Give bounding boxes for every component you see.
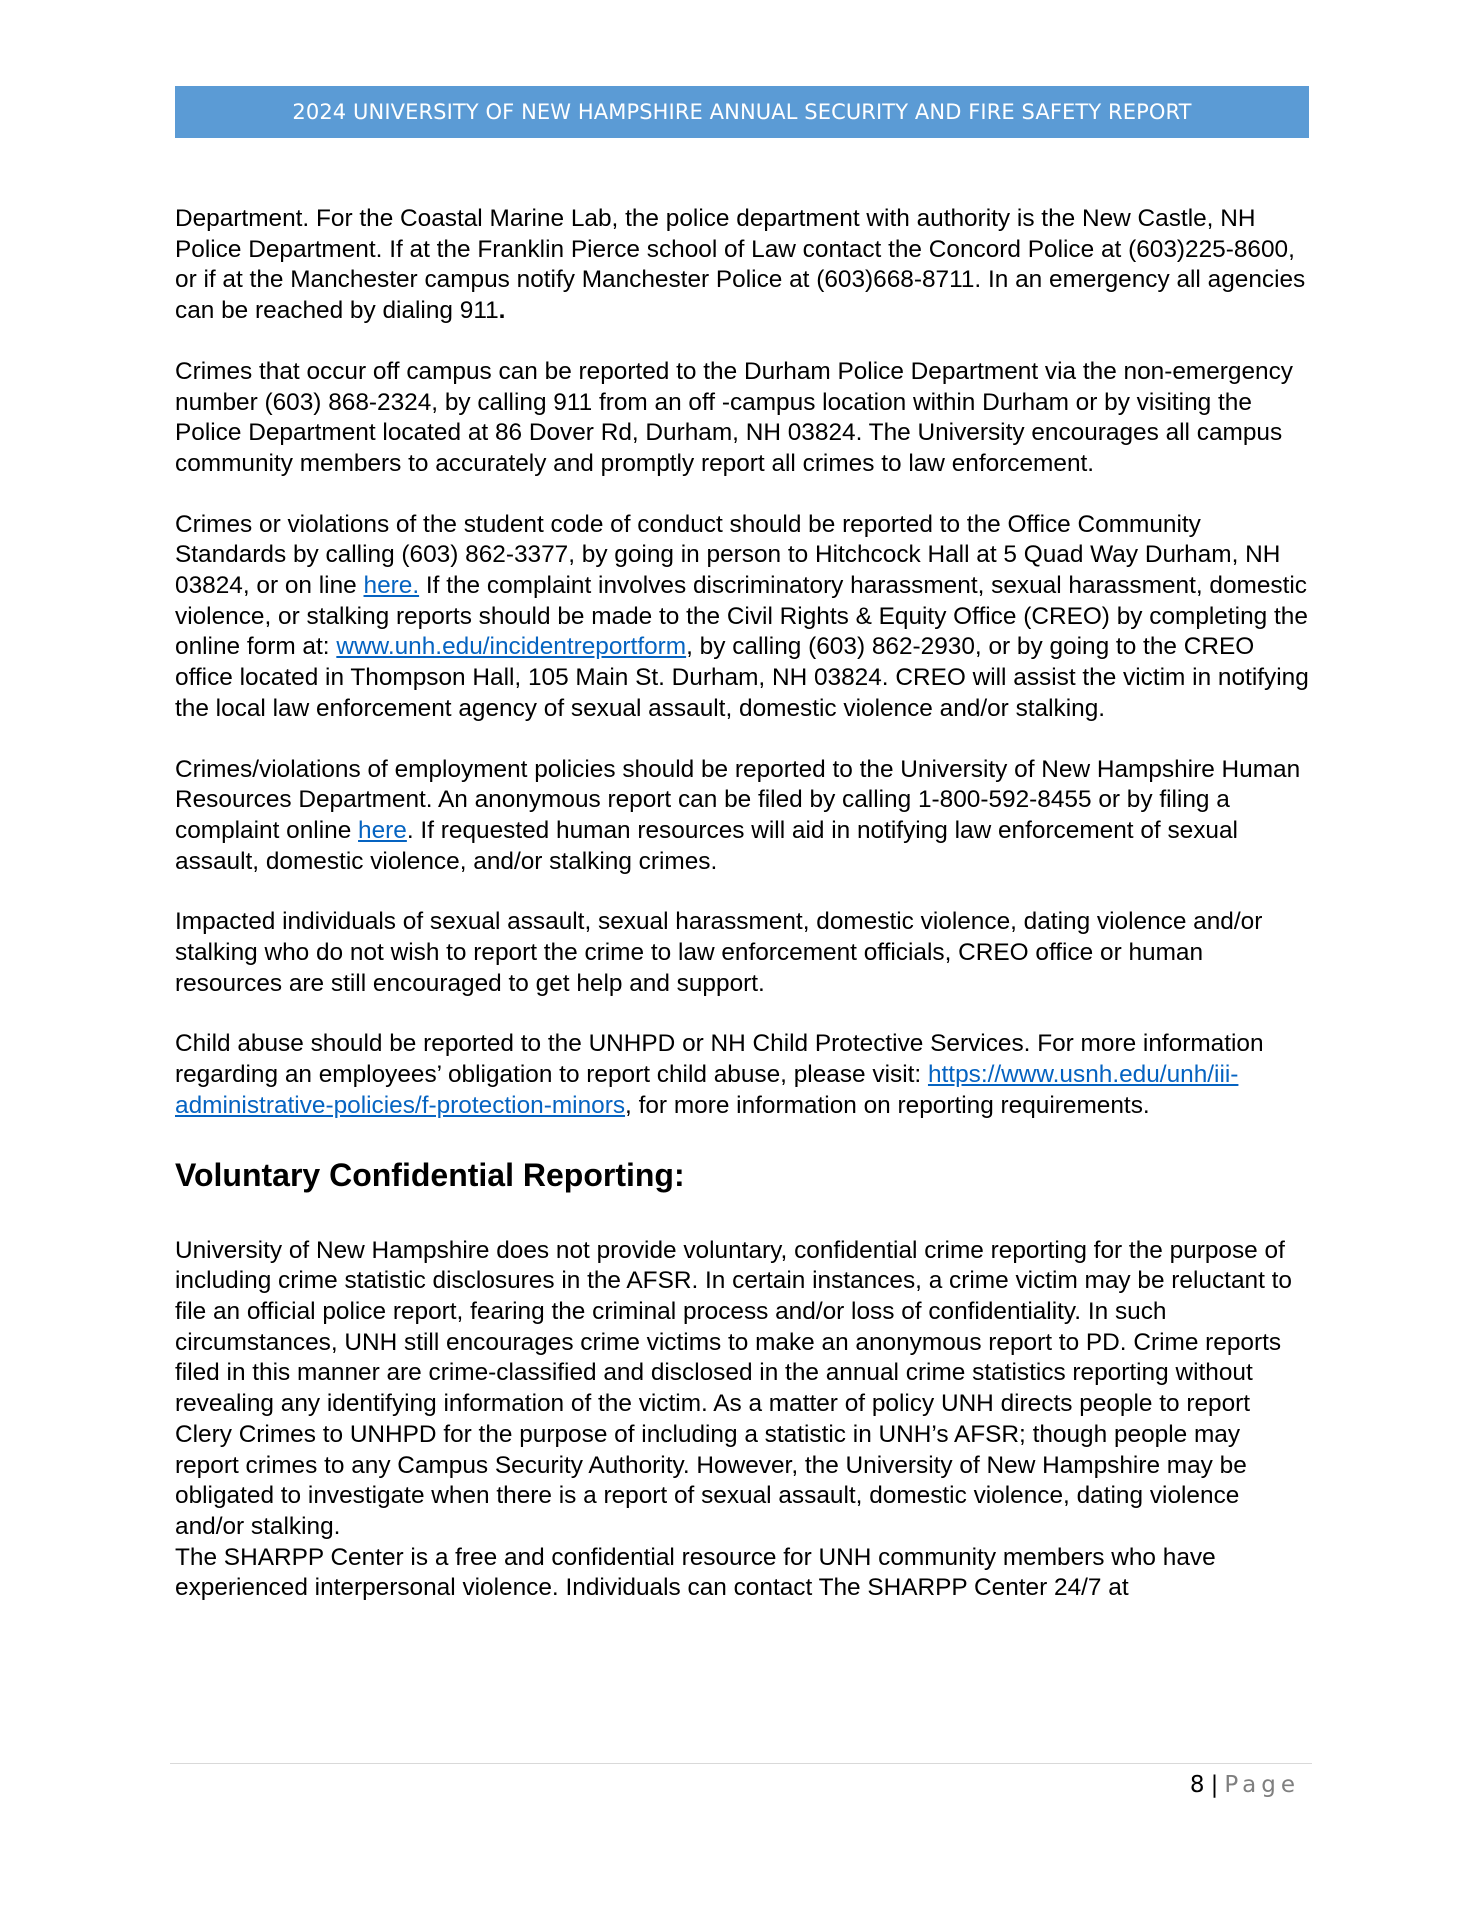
section-heading-voluntary-confidential-reporting: Voluntary Confidential Reporting: <box>175 1156 685 1193</box>
paragraph-confidential-reporting: University of New Hampshire does not provide voluntary, confidential crime reporting for the purpose of including crime statistic disclosures in the AFSR. In certain instances, a crime victim may be reluctant to file an official police report, fearing the criminal process and/or loss of confidentiality. In such circumstances, UNH still encourages crime victims to make an anonymous report to PD. Crime reports filed in this manner are crime-classified and disclosed in the annual crime statistics reporting without revealing any identifying information of the victim. As a matter of policy UNH directs people to report Clery Crimes to UNHPD for the purpose of including a statistic in UNH’s AFSR; though people may report crimes to any Campus Security Authority. However, the University of New Hampshire may be obligated to investigate when there is a report of sexual assault, domestic violence, dating violence and/or stalking. <box>175 1236 1292 1540</box>
paragraph-local-police-text: Department. For the Coastal Marine Lab, the police department with authority is the New Castle, NH Police Department. If at the Franklin Pierce school of Law contact the Concord Police at (603)225-8600, or if at the Manchester campus notify Manchester Police at (603)668-8711. In an emergency all agencies can be reached by dialing 911 <box>175 205 1306 325</box>
report-title: 2024 UNIVERSITY OF NEW HAMPSHIRE ANNUAL SECURITY AND FIRE SAFETY REPORT <box>292 100 1192 124</box>
paragraph-local-police <box>175 204 1309 327</box>
student-conduct-text-middle: If the complaint involves discriminatory harassment, sexual harassment, domestic violence, or stalking reports should be made to the Civil Rights & Equity Office (CREO) by completing the online form at: <box>175 572 1308 661</box>
incident-report-form-link[interactable]: www.unh.edu/incidentreportform <box>336 633 687 661</box>
employment-policies-text-end: . If requested human resources will aid in notifying law enforcement of sexual assault, domestic violence, and/or stalking crimes. <box>175 816 1238 875</box>
hr-complaint-here-link[interactable]: here <box>358 816 407 844</box>
community-standards-here-link[interactable]: here. <box>363 572 420 600</box>
paragraph-employment-policies <box>175 755 1309 878</box>
paragraph-sharpp-center: The SHARPP Center is a free and confidential resource for UNH community members who have experienced interpersonal violence. Individuals can contact The SHARPP Center 24/7 at <box>175 1543 1216 1602</box>
page-separator: | <box>1210 1772 1219 1798</box>
paragraph-student-conduct <box>175 510 1309 725</box>
paragraph-local-police-bold-period: . <box>498 297 506 325</box>
protection-minors-policy-link[interactable]: https://www.usnh.edu/unh/iii-administrative-policies/f-protection-minors <box>175 1061 1239 1119</box>
child-abuse-text-end: , for more information on reporting requirements. <box>625 1091 1150 1119</box>
page-number: 8 <box>1189 1772 1205 1798</box>
student-conduct-text-start: Crimes or violations of the student code of conduct should be reported to the Office Community Standards by calling (603) 862-3377, by going in person to Hitchcock Hall at 5 Quad Way Durham, NH 03824, or on line <box>175 510 1281 600</box>
page-content <box>175 204 1309 1604</box>
paragraph-off-campus-crimes: Crimes that occur off campus can be reported to the Durham Police Department via the non-emergency number (603) 868-2324, by calling 911 from an off -campus location within Durham or by visiting the Police Department located at 86 Dover Rd, Durham, NH 03824. The University encourages all campus community members to accurately and promptly report all crimes to law enforcement. <box>175 357 1294 477</box>
report-header-bar <box>175 86 1309 138</box>
child-abuse-text-start: Child abuse should be reported to the UNHPD or NH Child Protective Services. For more information regarding an employees’ obligation to report child abuse, please visit: <box>175 1030 1264 1089</box>
employment-policies-text-start: Crimes/violations of employment policies should be reported to the University of New Hampshire Human Resources Department. An anonymous report can be filed by calling 1-800-592-8455 or by filing a complaint online <box>175 755 1301 844</box>
page-footer <box>1190 1772 1300 1798</box>
paragraph-impacted-individuals: Impacted individuals of sexual assault, sexual harassment, domestic violence, dating violence and/or stalking who do not wish to report the crime to law enforcement officials, CREO office or human resources are still encouraged to get help and support. <box>175 908 1263 997</box>
student-conduct-text-end: , by calling (603) 862-2930, or by going to the CREO office located in Thompson Hall, 105 Main St. Durham, NH 03824. CREO will assist the victim in notifying the local law enforcement agency of sexual assault, domestic violence and/or stalking. <box>175 633 1309 722</box>
footer-divider <box>170 1763 1312 1764</box>
page-label: Page <box>1224 1772 1300 1798</box>
paragraph-child-abuse <box>175 1029 1309 1121</box>
